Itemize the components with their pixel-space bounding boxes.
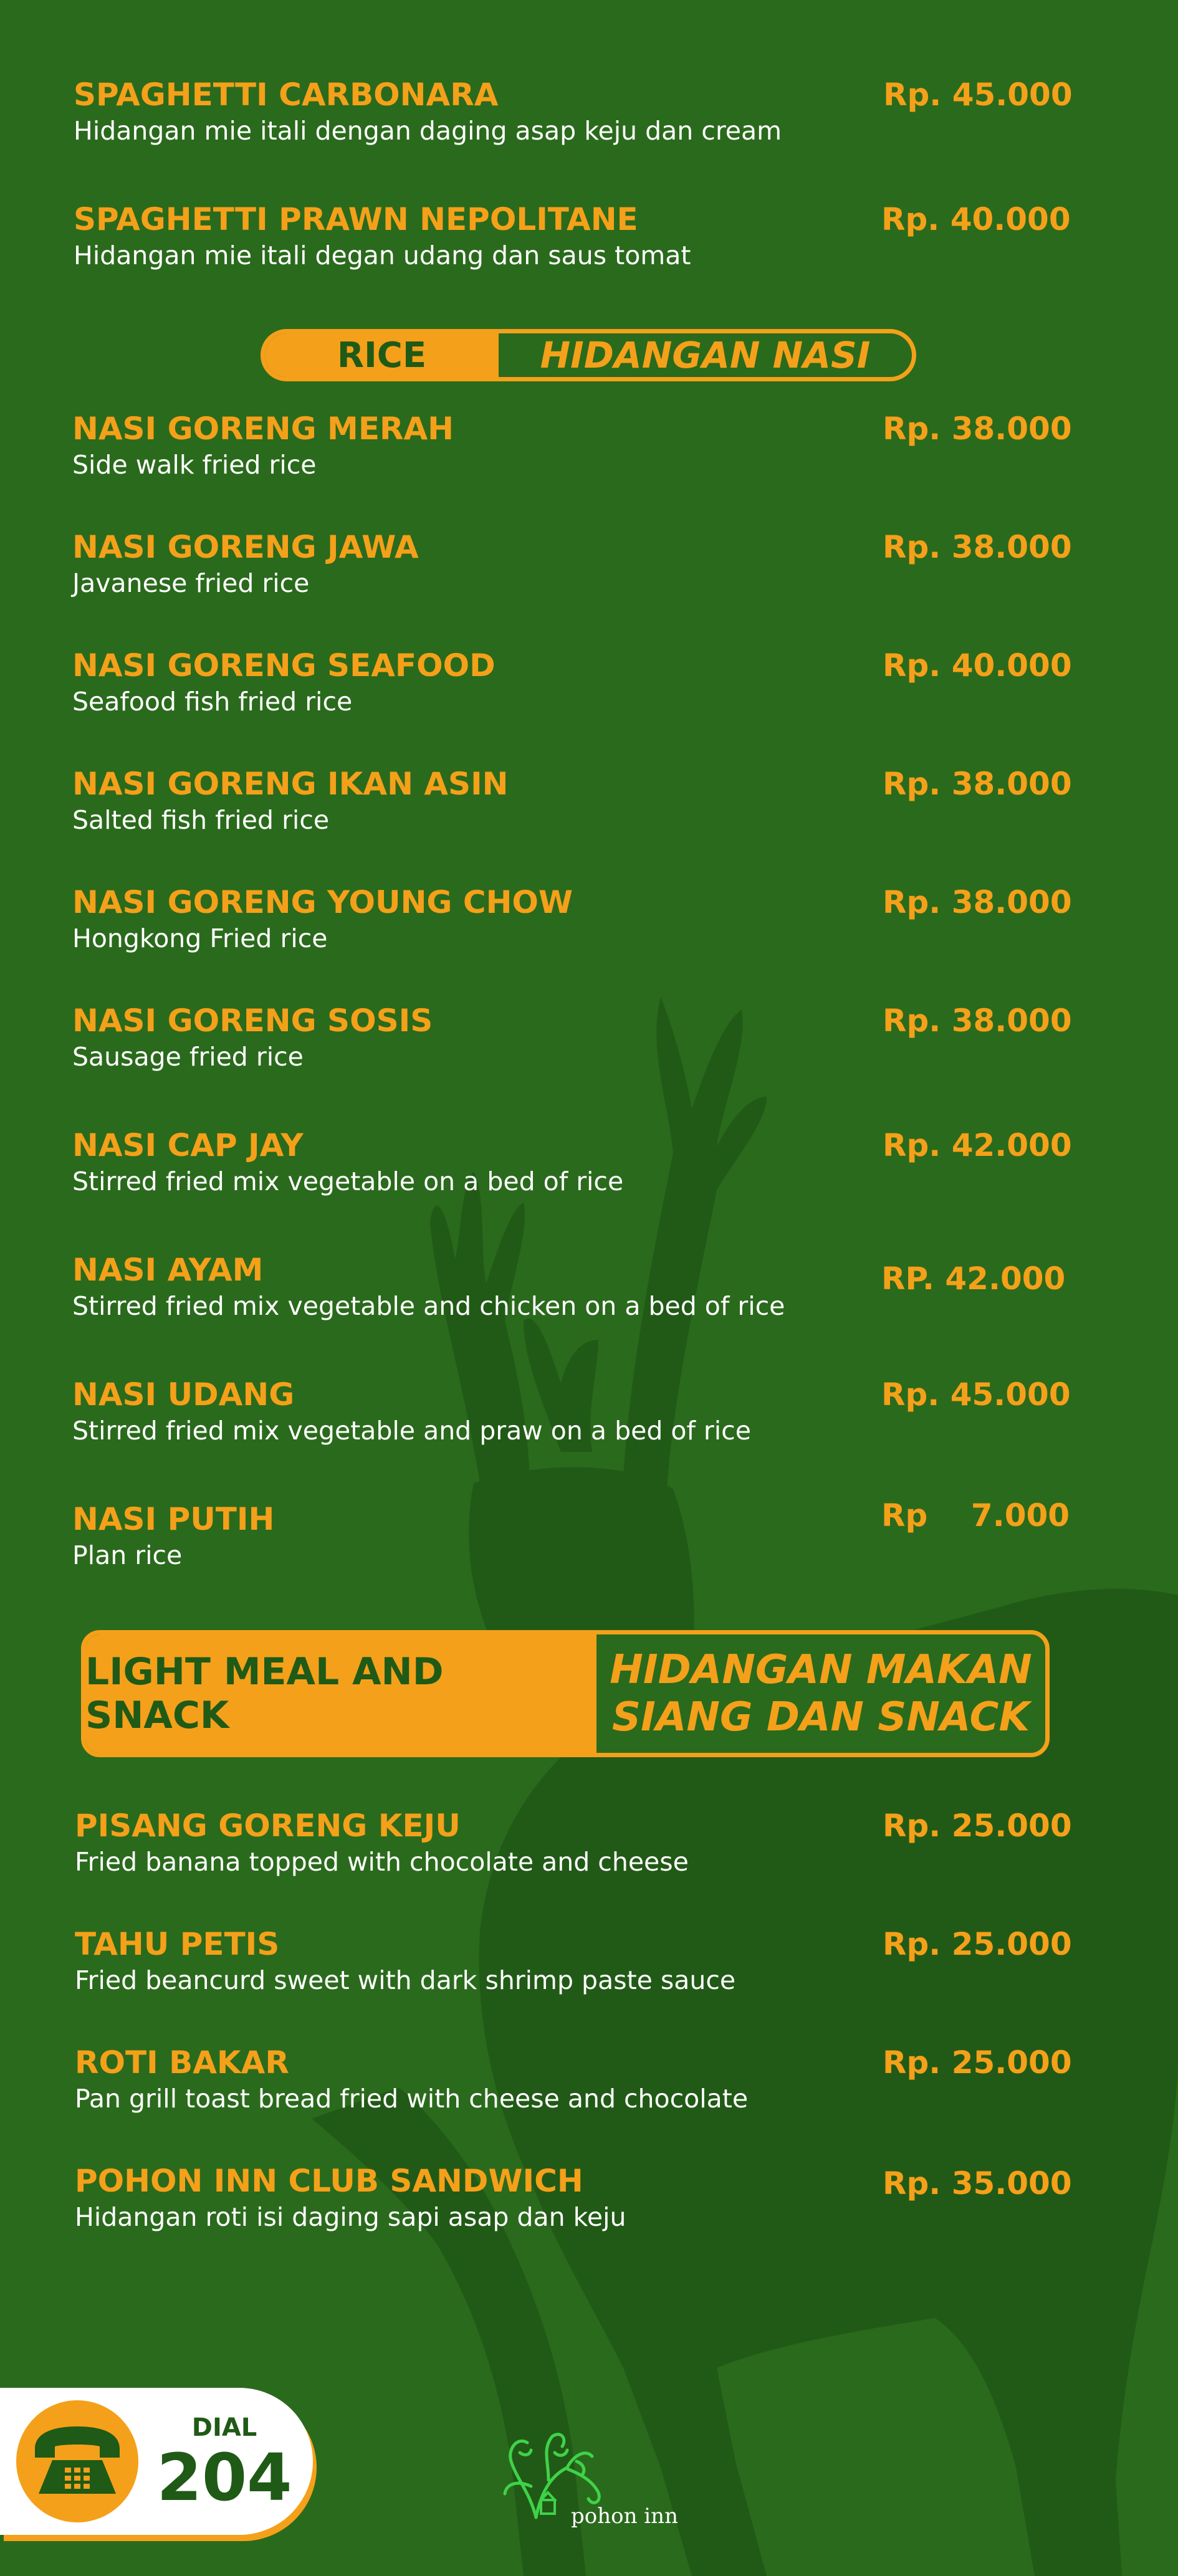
item-name: NASI PUTIH: [72, 1501, 275, 1537]
item-description: Side walk fried rice: [72, 450, 317, 480]
section-banner-light-meal: [81, 1630, 1050, 1757]
item-price: Rp. 42.000: [883, 1127, 1072, 1163]
item-price: Rp. 35.000: [883, 2165, 1072, 2202]
item-name: NASI GORENG MERAH: [72, 411, 454, 447]
item-name: NASI GORENG SOSIS: [72, 1003, 433, 1039]
dial-label: DIAL: [191, 2413, 257, 2442]
banner-title-line: HIDANGAN MAKAN: [610, 1647, 1032, 1693]
item-price: Rp. 45.000: [881, 1376, 1071, 1413]
item-price: Rp. 25.000: [883, 1926, 1072, 1962]
banner-title-english: LIGHT MEAL AND SNACK: [85, 1634, 596, 1753]
item-price: Rp. 38.000: [883, 1003, 1072, 1039]
item-name: NASI CAP JAY: [72, 1127, 304, 1163]
item-description: Fried banana topped with chocolate and cheese: [75, 1847, 689, 1877]
item-name: SPAGHETTI PRAWN NEPOLITANE: [74, 201, 638, 237]
item-description: Plan rice: [72, 1540, 183, 1570]
item-name: SPAGHETTI CARBONARA: [74, 77, 499, 113]
item-description: Stirred fried mix vegetable on a bed of rice: [72, 1166, 624, 1196]
item-description: Javanese fried rice: [72, 568, 310, 598]
item-description: Sausage fried rice: [72, 1042, 304, 1072]
logo-text: pohon inn: [571, 2504, 678, 2529]
item-name: NASI GORENG YOUNG CHOW: [72, 884, 573, 920]
item-price: Rp. 45.000: [883, 77, 1073, 113]
item-price: Rp. 40.000: [883, 647, 1072, 684]
item-price: Rp. 38.000: [883, 766, 1072, 802]
item-price: Rp 7.000: [881, 1497, 1070, 1534]
telephone-icon: [16, 2400, 138, 2522]
item-price: Rp. 40.000: [881, 201, 1071, 237]
dial-number: 204: [156, 2440, 292, 2516]
item-description: Pan grill toast bread fried with cheese and chocolate: [75, 2084, 749, 2114]
item-description: Hidangan mie itali degan udang dan saus tomat: [74, 241, 691, 270]
item-price: Rp. 38.000: [883, 529, 1072, 565]
item-description: Hidangan mie itali dengan daging asap keju dan cream: [74, 116, 782, 146]
item-description: Fried beancurd sweet with dark shrimp paste sauce: [75, 1965, 736, 1995]
item-name: NASI GORENG JAWA: [72, 529, 419, 565]
item-description: Stirred fried mix vegetable and chicken on a bed of rice: [72, 1291, 785, 1321]
item-name: NASI UDANG: [72, 1376, 295, 1413]
phone-circle: [16, 2400, 138, 2522]
item-price: RP. 42.000: [881, 1261, 1066, 1297]
item-description: Stirred fried mix vegetable and praw on a bed of rice: [72, 1416, 751, 1446]
banner-title-indonesian: [596, 1634, 1045, 1753]
banner-title-indonesian: HIDANGAN NASI: [540, 334, 871, 376]
item-price: Rp. 38.000: [883, 884, 1072, 920]
item-name: PISANG GORENG KEJU: [75, 1808, 461, 1844]
item-price: Rp. 25.000: [883, 2044, 1072, 2081]
banner-title-english: RICE: [265, 333, 499, 377]
banner-title-line: SIANG DAN SNACK: [611, 1694, 1030, 1740]
item-price: Rp. 25.000: [883, 1808, 1072, 1844]
item-description: Hongkong Fried rice: [72, 923, 328, 953]
item-description: Seafood fish fried rice: [72, 687, 353, 717]
item-name: TAHU PETIS: [75, 1926, 280, 1962]
item-name: ROTI BAKAR: [75, 2044, 289, 2081]
item-name: NASI AYAM: [72, 1252, 264, 1288]
dial-badge: [0, 2388, 313, 2535]
item-name: POHON INN CLUB SANDWICH: [75, 2163, 583, 2199]
item-description: Hidangan roti isi daging sapi asap dan keju: [75, 2202, 626, 2232]
item-name: NASI GORENG SEAFOOD: [72, 647, 496, 684]
section-banner-rice: [261, 329, 916, 381]
item-description: Salted fish fried rice: [72, 805, 330, 835]
item-name: NASI GORENG IKAN ASIN: [72, 766, 509, 802]
item-price: Rp. 38.000: [883, 411, 1072, 447]
